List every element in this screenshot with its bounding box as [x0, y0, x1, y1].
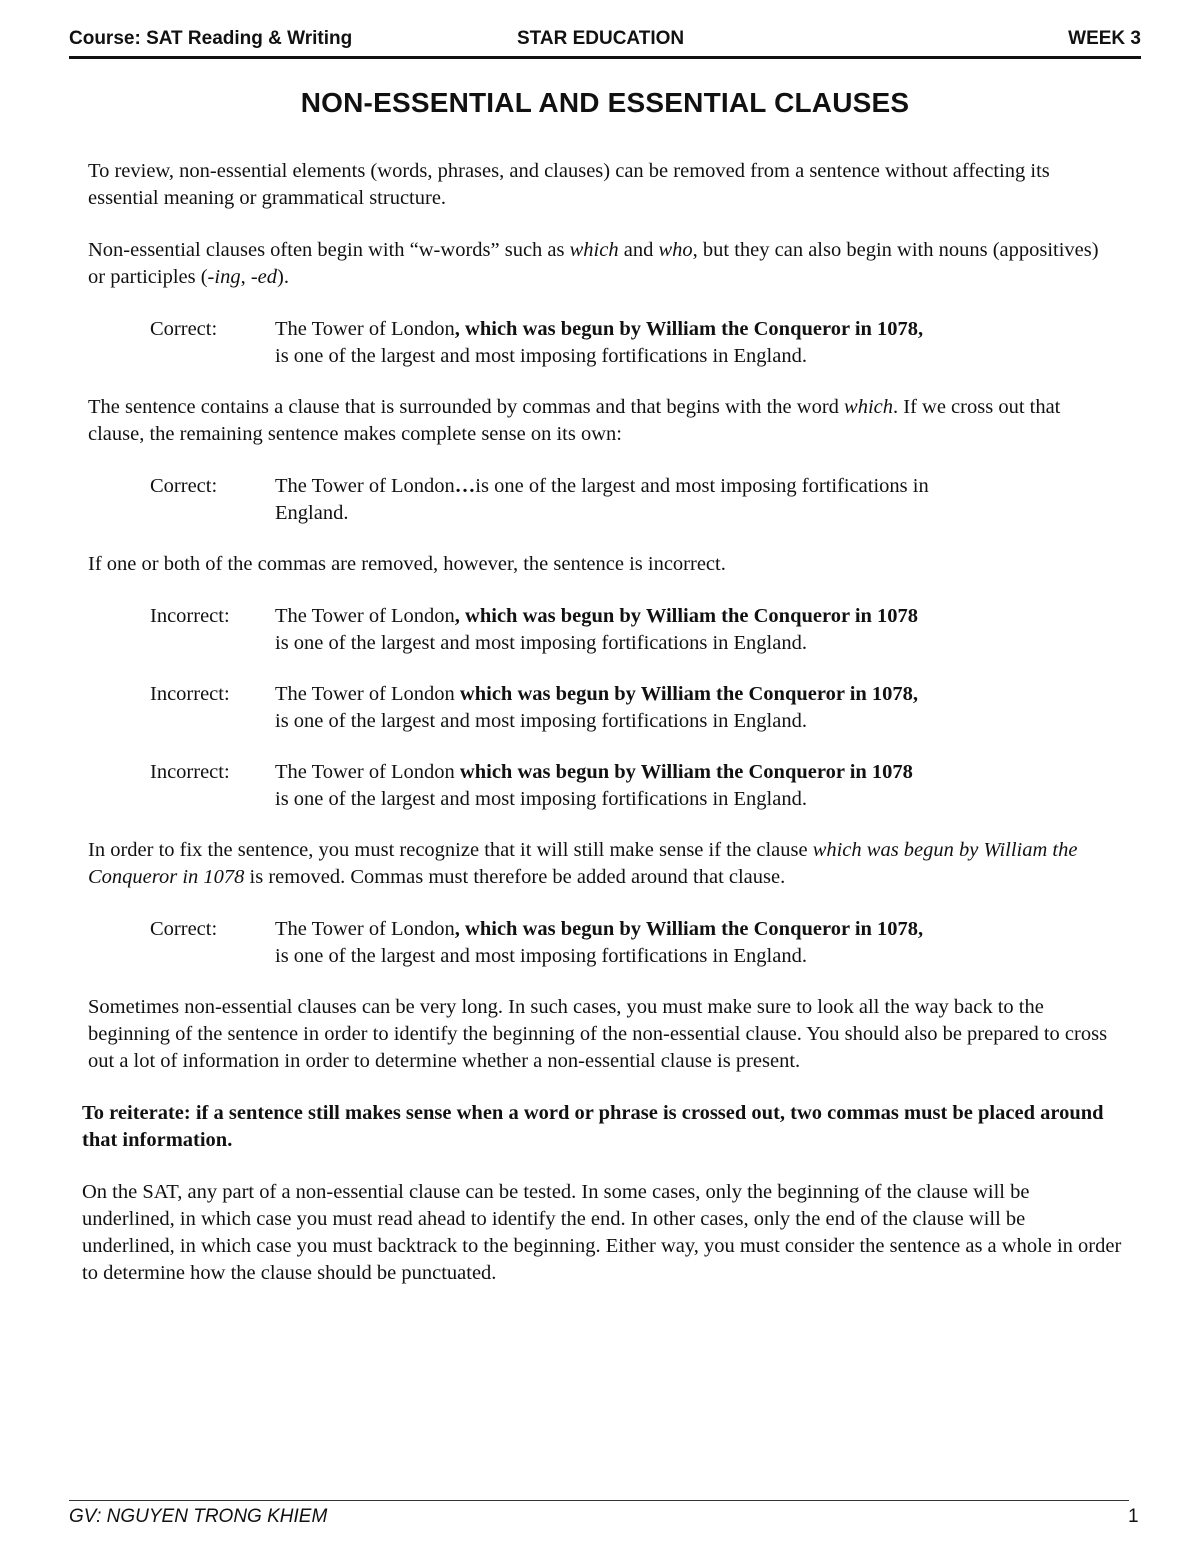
paragraph-fix: In order to fix the sentence, you must recognize that it will still make sense if the clause which was begun by William the Conqueror in 1078 is removed. Commas must therefore be added around that clause. — [88, 839, 1078, 888]
paragraph-crossout: The sentence contains a clause that is surrounded by commas and that begins with the word which. If we cross out that clause, the remaining sentence makes complete sense on its own: — [88, 396, 1061, 445]
week-label: WEEK 3 — [1068, 28, 1141, 49]
page-title: NON-ESSENTIAL AND ESSENTIAL CLAUSES — [300, 87, 910, 118]
example-incorrect-3 — [150, 759, 1108, 813]
example-text: The Tower of London…is one of the largest and most imposing fortifications in England. — [275, 475, 929, 524]
example-incorrect-1 — [150, 603, 1108, 657]
organization-name: STAR EDUCATION — [517, 28, 685, 49]
example-label: Incorrect: — [150, 683, 230, 705]
example-text: The Tower of London, which was begun by William the Conqueror in 1078 is one of the largest and most imposing fortifications in England. — [275, 605, 919, 654]
example-label: Correct: — [150, 918, 218, 940]
course-label: Course: SAT Reading & Writing — [69, 28, 353, 49]
example-label: Incorrect: — [150, 605, 230, 627]
example-text: The Tower of London, which was begun by William the Conqueror in 1078, is one of the largest and most imposing fortifications in England. — [275, 318, 924, 367]
paragraph-reiterate: To reiterate: if a sentence still makes sense when a word or phrase is crossed out, two commas must be placed around that information. — [82, 1102, 1104, 1151]
footer-divider — [69, 1500, 1129, 1501]
example-correct-2 — [150, 473, 1108, 527]
paragraph-w-words: Non-essential clauses often begin with “w-words” such as which and who, but they can also begin with nouns (appositives) or participles (-ing, -ed). — [88, 239, 1099, 288]
teacher-name: GV: NGUYEN TRONG KHIEM — [69, 1506, 328, 1527]
paragraph-commas-removed: If one or both of the commas are removed, however, the sentence is incorrect. — [88, 553, 726, 575]
example-label: Incorrect: — [150, 761, 230, 783]
page-header — [69, 28, 1141, 52]
paragraph-intro: To review, non-essential elements (words, phrases, and clauses) can be removed from a sentence without affecting its essential meaning or grammatical structure. — [88, 160, 1050, 209]
page-number: 1 — [1128, 1506, 1139, 1527]
example-incorrect-2 — [150, 681, 1108, 735]
paragraph-sat-testing: On the SAT, any part of a non-essential clause can be tested. In some cases, only the beginning of the clause will be underlined, in which case you must read ahead to identify the end. In other cases, only the end of the clause will be underlined, in which case you must backtrack to the beginning. Either way, you must consider the sentence as a whole in order to determine how the clause should be punctuated. — [82, 1181, 1122, 1284]
example-label: Correct: — [150, 475, 218, 497]
example-label: Correct: — [150, 318, 218, 340]
example-text: The Tower of London which was begun by William the Conqueror in 1078 is one of the largest and most imposing fortifications in England. — [275, 761, 913, 810]
document-body — [82, 158, 1122, 1312]
header-divider — [69, 56, 1141, 59]
example-text: The Tower of London which was begun by William the Conqueror in 1078, is one of the largest and most imposing fortifications in England. — [275, 683, 919, 732]
example-text: The Tower of London, which was begun by William the Conqueror in 1078, is one of the largest and most imposing fortifications in England. — [275, 918, 924, 967]
example-correct-3 — [150, 916, 1108, 970]
example-correct-1 — [150, 316, 1108, 370]
paragraph-long-clauses: Sometimes non-essential clauses can be very long. In such cases, you must make sure to look all the way back to the beginning of the sentence in order to identify the beginning of the non-essential clause. You should also be prepared to cross out a lot of information in order to determine whether a non-essential clause is present. — [88, 996, 1108, 1072]
